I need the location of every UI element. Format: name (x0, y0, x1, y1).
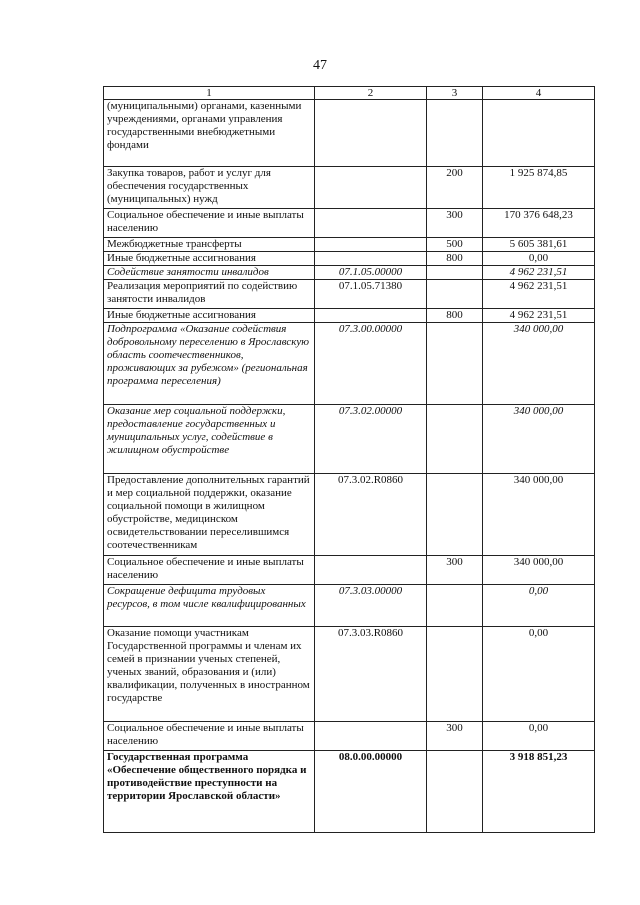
cell-code: 07.3.03.00000 (315, 585, 427, 627)
cell-expense-type: 300 (427, 556, 483, 585)
table-row (104, 556, 595, 585)
table-row (104, 405, 595, 474)
cell-name: Оказание помощи участникам Государственной программы и членам их семей в признании ученых степеней, ученых званий, образования и (или) квалификации, полученных в иностранном государстве (104, 627, 315, 722)
header-col-2: 2 (315, 87, 427, 100)
header-col-3: 3 (427, 87, 483, 100)
table-row (104, 238, 595, 252)
cell-expense-type (427, 585, 483, 627)
cell-code (315, 238, 427, 252)
cell-amount: 3 918 851,23 (483, 751, 595, 833)
cell-amount: 5 605 381,61 (483, 238, 595, 252)
cell-expense-type: 300 (427, 209, 483, 238)
cell-amount: 0,00 (483, 722, 595, 751)
table-row (104, 751, 595, 833)
cell-amount: 0,00 (483, 252, 595, 266)
cell-expense-type (427, 266, 483, 280)
table-row (104, 266, 595, 280)
cell-code: 07.3.00.00000 (315, 323, 427, 405)
cell-code (315, 209, 427, 238)
cell-name: Предоставление дополнительных гарантий и мер социальной поддержки, оказание социальной помощи в жилищном обустройстве, медицинском освидетельствовании переселившимся соотечественникам (104, 474, 315, 556)
cell-name: Сокращение дефицита трудовых ресурсов, в том числе квалифицированных (104, 585, 315, 627)
cell-name: Закупка товаров, работ и услуг для обеспечения государственных (муниципальных) нужд (104, 167, 315, 209)
table-row (104, 209, 595, 238)
header-row (104, 87, 595, 100)
table-row (104, 323, 595, 405)
table-row (104, 474, 595, 556)
cell-expense-type (427, 627, 483, 722)
table-row (104, 280, 595, 309)
budget-table (103, 86, 595, 833)
cell-code (315, 167, 427, 209)
table-row (104, 309, 595, 323)
cell-amount: 4 962 231,51 (483, 280, 595, 309)
cell-code (315, 722, 427, 751)
cell-name: Иные бюджетные ассигнования (104, 309, 315, 323)
cell-name: Государственная программа «Обеспечение общественного порядка и противодействие преступности на территории Ярославской области» (104, 751, 315, 833)
cell-code (315, 252, 427, 266)
cell-expense-type (427, 751, 483, 833)
cell-code: 07.3.02.R0860 (315, 474, 427, 556)
cell-amount: 1 925 874,85 (483, 167, 595, 209)
table-row (104, 252, 595, 266)
cell-expense-type (427, 323, 483, 405)
cell-code (315, 556, 427, 585)
cell-code (315, 309, 427, 323)
cell-amount: 340 000,00 (483, 556, 595, 585)
cell-name: Социальное обеспечение и иные выплаты населению (104, 722, 315, 751)
cell-code: 07.3.02.00000 (315, 405, 427, 474)
cell-code: 07.3.03.R0860 (315, 627, 427, 722)
header-col-4: 4 (483, 87, 595, 100)
cell-amount: 340 000,00 (483, 323, 595, 405)
cell-amount: 340 000,00 (483, 474, 595, 556)
page-number: 47 (313, 58, 327, 73)
cell-code: 07.1.05.71380 (315, 280, 427, 309)
cell-amount: 0,00 (483, 585, 595, 627)
cell-expense-type: 800 (427, 252, 483, 266)
cell-amount (483, 100, 595, 167)
cell-name: Иные бюджетные ассигнования (104, 252, 315, 266)
cell-expense-type (427, 100, 483, 167)
table-row (104, 722, 595, 751)
table-row (104, 167, 595, 209)
cell-amount: 4 962 231,51 (483, 309, 595, 323)
cell-name: (муниципальными) органами, казенными учреждениями, органами управления государственными внебюджетными фондами (104, 100, 315, 167)
table-row (104, 585, 595, 627)
header-col-1: 1 (104, 87, 315, 100)
cell-name: Социальное обеспечение и иные выплаты населению (104, 556, 315, 585)
cell-name: Оказание мер социальной поддержки, предоставление государственных и муниципальных услуг, содействие в жилищном обустройстве (104, 405, 315, 474)
cell-amount: 4 962 231,51 (483, 266, 595, 280)
cell-expense-type: 300 (427, 722, 483, 751)
cell-name: Реализация мероприятий по содействию занятости инвалидов (104, 280, 315, 309)
table-row (104, 627, 595, 722)
cell-expense-type (427, 405, 483, 474)
cell-name: Содействие занятости инвалидов (104, 266, 315, 280)
cell-code (315, 100, 427, 167)
cell-code: 08.0.00.00000 (315, 751, 427, 833)
cell-amount: 170 376 648,23 (483, 209, 595, 238)
table-row (104, 100, 595, 167)
cell-expense-type: 500 (427, 238, 483, 252)
cell-expense-type: 200 (427, 167, 483, 209)
cell-name: Социальное обеспечение и иные выплаты населению (104, 209, 315, 238)
cell-name: Межбюджетные трансферты (104, 238, 315, 252)
cell-amount: 340 000,00 (483, 405, 595, 474)
cell-expense-type (427, 280, 483, 309)
cell-expense-type (427, 474, 483, 556)
cell-expense-type: 800 (427, 309, 483, 323)
cell-name: Подпрограмма «Оказание содействия добровольному переселению в Ярославскую область соотечественников, проживающих за рубежом» (региональная программа переселения) (104, 323, 315, 405)
cell-amount: 0,00 (483, 627, 595, 722)
cell-code: 07.1.05.00000 (315, 266, 427, 280)
